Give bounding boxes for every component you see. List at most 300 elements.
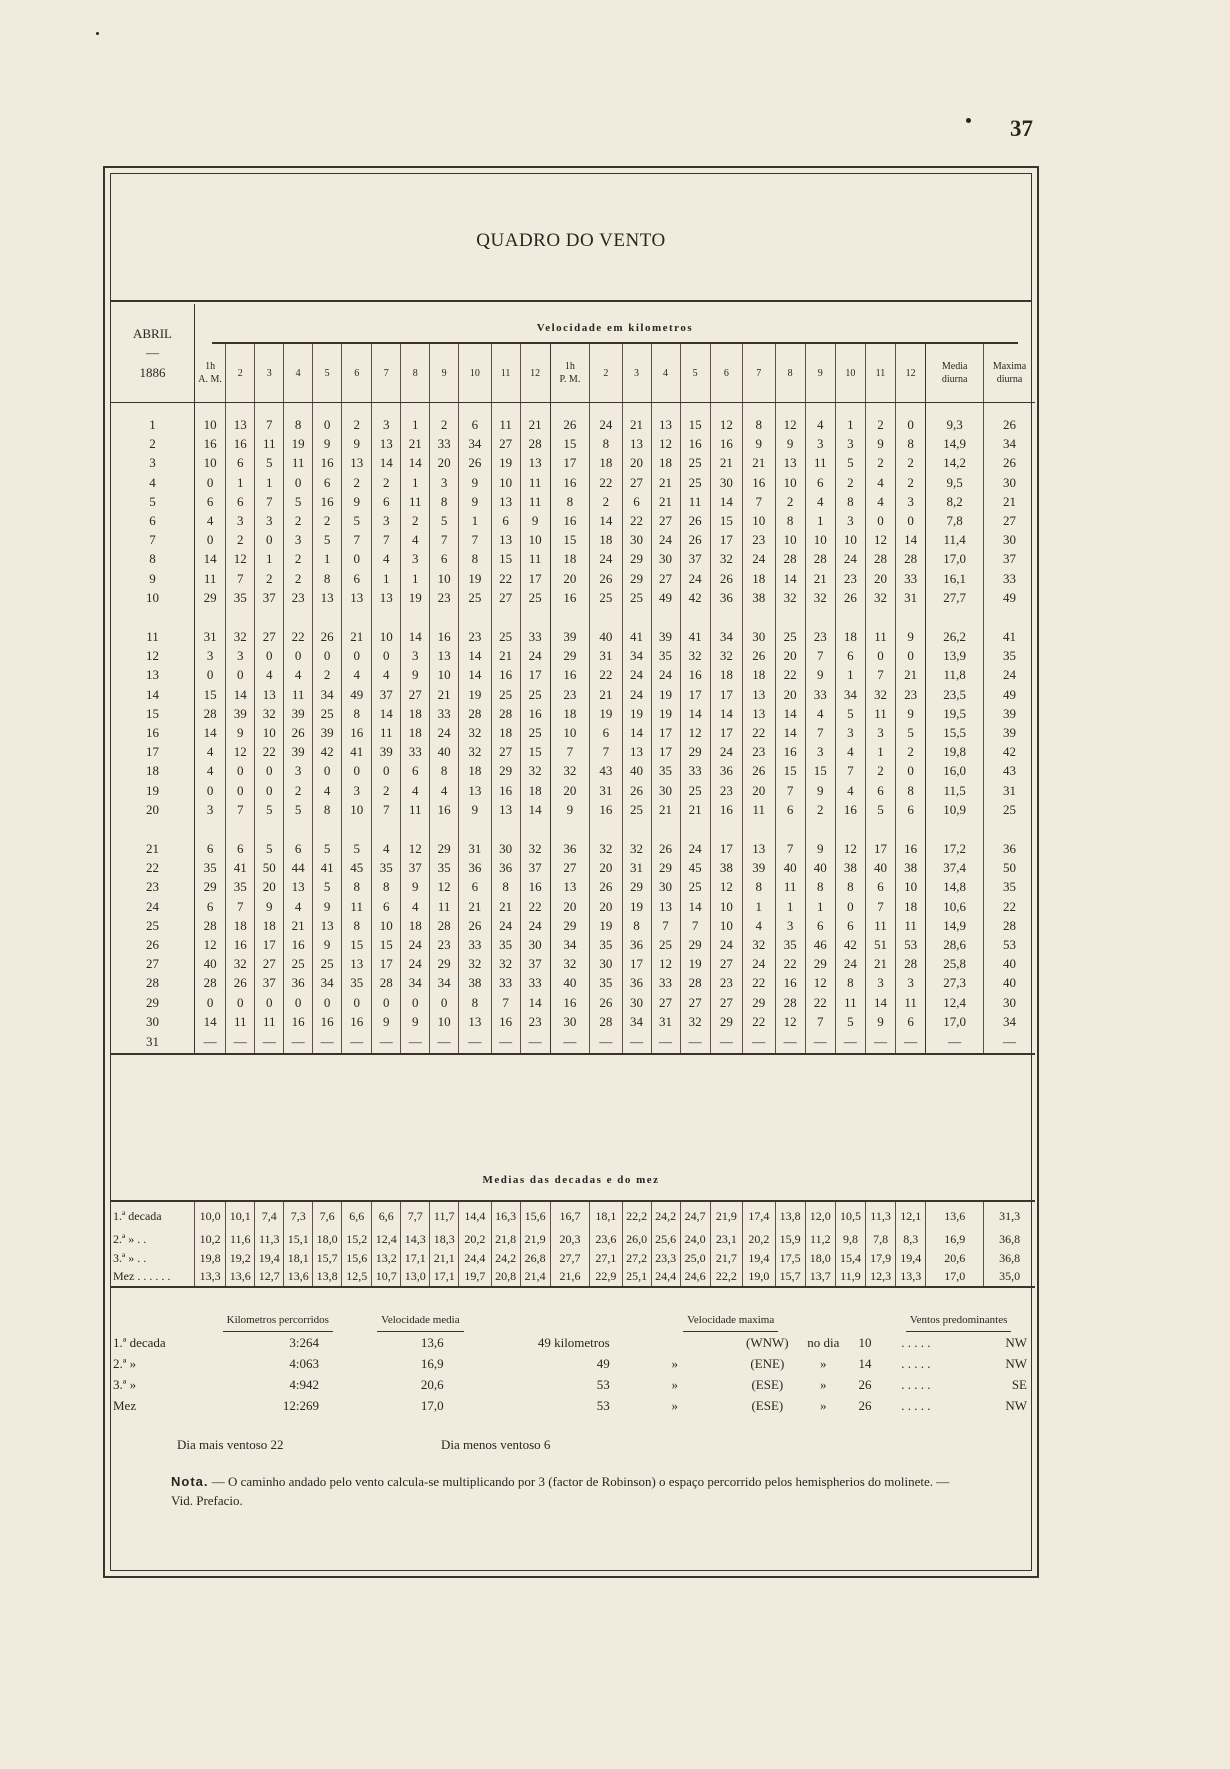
value-cell: 8 — [550, 492, 589, 511]
spacer-cell — [520, 403, 550, 416]
value-cell: 3 — [896, 973, 926, 992]
value-cell: — — [430, 1031, 459, 1054]
value-cell: 3 — [835, 511, 865, 530]
summary-row-label: 3.ª » — [113, 1377, 137, 1392]
value-cell: 34 — [622, 646, 651, 665]
value-cell: 22 — [743, 973, 775, 992]
table-row — [111, 839, 1035, 858]
value-cell: 12 — [835, 839, 865, 858]
value-cell: 3 — [401, 646, 430, 665]
value-cell: 7 — [680, 916, 710, 935]
max-cell: 21 — [984, 492, 1035, 511]
value-cell: 30 — [743, 627, 775, 646]
spacer-cell — [313, 819, 342, 839]
table-row — [111, 588, 1035, 607]
medias-value-cell: 23,1 — [710, 1230, 742, 1249]
value-cell: 35 — [430, 858, 459, 877]
max-cell: 28 — [984, 916, 1035, 935]
value-cell: 7 — [491, 993, 520, 1012]
value-cell: 38 — [459, 973, 491, 992]
value-cell: 16 — [430, 800, 459, 819]
medias-value-cell: 21,1 — [430, 1249, 459, 1268]
summary-leader: . . . . . — [901, 1335, 931, 1350]
value-cell: 45 — [680, 858, 710, 877]
spacer-cell — [680, 403, 710, 416]
value-cell: 28 — [430, 916, 459, 935]
medias-value-cell: 8,3 — [896, 1230, 926, 1249]
medias-value-cell: 24,2 — [651, 1201, 680, 1230]
value-cell: 0 — [194, 530, 225, 549]
value-cell: 29 — [622, 877, 651, 896]
max-cell: 30 — [984, 993, 1035, 1012]
hour-header-pm: 4 — [651, 344, 680, 403]
value-cell: 6 — [896, 1012, 926, 1031]
spacer-cell — [342, 607, 372, 627]
value-cell: 3 — [896, 492, 926, 511]
value-cell: 1 — [255, 549, 284, 568]
value-cell: 5 — [313, 530, 342, 549]
value-cell: 0 — [342, 761, 372, 780]
value-cell: 11 — [226, 1012, 255, 1031]
value-cell: 27 — [401, 685, 430, 704]
value-cell: 2 — [430, 415, 459, 434]
value-cell: 35 — [372, 858, 401, 877]
day-cell: 18 — [145, 763, 159, 779]
value-cell: 31 — [622, 858, 651, 877]
value-cell: 34 — [622, 1012, 651, 1031]
value-cell: 9 — [805, 839, 835, 858]
value-cell: 33 — [896, 569, 926, 588]
value-cell: 32 — [805, 588, 835, 607]
value-cell: 28 — [775, 993, 805, 1012]
value-cell: 14 — [590, 511, 622, 530]
summary-vm: 16,9 — [420, 1356, 444, 1371]
medias-value-cell: 13,3 — [896, 1267, 926, 1287]
value-cell: 9 — [401, 665, 430, 684]
day-cell: 25 — [145, 917, 159, 933]
value-cell: 25 — [520, 685, 550, 704]
day-cell: 15 — [145, 705, 159, 721]
value-cell: 0 — [342, 646, 372, 665]
value-cell: 16 — [550, 511, 589, 530]
value-cell: 24 — [622, 665, 651, 684]
media-cell: 14,2 — [926, 453, 984, 472]
value-cell: 29 — [430, 954, 459, 973]
table-row — [111, 973, 1035, 992]
summary-header-row — [111, 1310, 1035, 1332]
value-cell: 34 — [313, 973, 342, 992]
value-cell: 10 — [775, 530, 805, 549]
value-cell: 9 — [313, 897, 342, 916]
max-cell: 49 — [984, 588, 1035, 607]
max-cell: — — [984, 1031, 1035, 1054]
value-cell: 29 — [550, 646, 589, 665]
value-cell: 4 — [805, 704, 835, 723]
value-cell: 0 — [226, 993, 255, 1012]
hour-header-am: 12 — [520, 344, 550, 403]
table-row — [111, 761, 1035, 780]
media-cell: 14,9 — [926, 916, 984, 935]
value-cell: 29 — [430, 839, 459, 858]
value-cell: 2 — [372, 473, 401, 492]
value-cell: 7 — [865, 665, 895, 684]
spacer-cell — [865, 819, 895, 839]
value-cell: 6 — [372, 897, 401, 916]
maxima-diurna-header: Maxima diurna — [984, 344, 1035, 403]
medias-value-cell: 23,3 — [651, 1249, 680, 1268]
value-cell: 14 — [194, 1012, 225, 1031]
value-cell: 20 — [550, 897, 589, 916]
value-cell: 10 — [430, 665, 459, 684]
value-cell: 24 — [520, 916, 550, 935]
hour-header-pm: 12 — [896, 344, 926, 403]
value-cell: 13 — [520, 453, 550, 472]
value-cell: 0 — [255, 993, 284, 1012]
media-cell: 9,5 — [926, 473, 984, 492]
spacer-cell — [459, 607, 491, 627]
value-cell: 5 — [284, 800, 313, 819]
value-cell: 23 — [743, 530, 775, 549]
max-cell: 35 — [984, 646, 1035, 665]
value-cell: 13 — [372, 588, 401, 607]
value-cell: 16 — [491, 1012, 520, 1031]
value-cell: 32 — [255, 704, 284, 723]
value-cell: 3 — [775, 916, 805, 935]
value-cell: 7 — [805, 1012, 835, 1031]
value-cell: 24 — [622, 685, 651, 704]
value-cell: — — [194, 1031, 225, 1054]
value-cell: 4 — [372, 839, 401, 858]
spacer-cell — [805, 819, 835, 839]
value-cell: 8 — [622, 916, 651, 935]
medias-value-cell: 13,7 — [805, 1267, 835, 1287]
max-cell: 26 — [984, 453, 1035, 472]
value-cell: 14 — [775, 569, 805, 588]
value-cell: 29 — [805, 954, 835, 973]
value-cell: 24 — [491, 916, 520, 935]
value-cell: 36 — [622, 935, 651, 954]
value-cell: 10 — [194, 453, 225, 472]
spacer-cell — [984, 819, 1035, 839]
value-cell: 33 — [430, 434, 459, 453]
summary-dia: no dia — [807, 1335, 840, 1350]
value-cell: 0 — [430, 993, 459, 1012]
spacer-cell — [459, 403, 491, 416]
medias-value-cell: 22,2 — [710, 1267, 742, 1287]
value-cell: 35 — [226, 588, 255, 607]
hour-header-am: 6 — [342, 344, 372, 403]
value-cell: 17 — [710, 723, 742, 742]
value-cell: 16 — [342, 723, 372, 742]
value-cell: 21 — [743, 453, 775, 472]
max-cell: 34 — [984, 434, 1035, 453]
value-cell: 1 — [835, 415, 865, 434]
value-cell: 29 — [651, 858, 680, 877]
value-cell: 10 — [372, 916, 401, 935]
value-cell: 2 — [805, 800, 835, 819]
value-cell: 5 — [865, 800, 895, 819]
value-cell: 37 — [255, 588, 284, 607]
value-cell: 36 — [550, 839, 589, 858]
value-cell: 12 — [775, 1012, 805, 1031]
value-cell: 24 — [401, 954, 430, 973]
summary-vmax-cell — [494, 1353, 614, 1374]
value-cell: 6 — [459, 877, 491, 896]
spacer-cell — [651, 607, 680, 627]
value-cell: 12 — [226, 742, 255, 761]
value-cell: 16 — [550, 993, 589, 1012]
hour-header-am: 10 — [459, 344, 491, 403]
spacer-cell — [651, 819, 680, 839]
value-cell: 23 — [835, 569, 865, 588]
medias-value-cell: 20,2 — [743, 1230, 775, 1249]
spacer-cell — [372, 819, 401, 839]
value-cell: 40 — [775, 858, 805, 877]
summary-vm: 13,6 — [420, 1335, 444, 1350]
value-cell: 3 — [342, 781, 372, 800]
spacer-row — [111, 819, 1035, 839]
value-cell: — — [401, 1031, 430, 1054]
value-cell: 11 — [401, 800, 430, 819]
value-cell: 38 — [896, 858, 926, 877]
table-row — [111, 742, 1035, 761]
value-cell: 16 — [194, 434, 225, 453]
table-row — [111, 473, 1035, 492]
value-cell: 33 — [520, 973, 550, 992]
value-cell: 8 — [896, 781, 926, 800]
value-cell: 11 — [743, 800, 775, 819]
value-cell: 12 — [651, 434, 680, 453]
value-cell: 21 — [284, 916, 313, 935]
table-row — [111, 993, 1035, 1012]
value-cell: 25 — [313, 954, 342, 973]
value-cell: 10 — [710, 916, 742, 935]
value-cell: 31 — [590, 646, 622, 665]
spacer-cell — [835, 403, 865, 416]
spacer-cell — [865, 607, 895, 627]
max-cell: 24 — [984, 665, 1035, 684]
spacer-cell — [111, 607, 194, 627]
value-cell: 21 — [865, 954, 895, 973]
value-cell: 13 — [459, 1012, 491, 1031]
table-row — [111, 723, 1035, 742]
value-cell: 2 — [590, 492, 622, 511]
value-cell: 18 — [651, 453, 680, 472]
value-cell: 35 — [226, 877, 255, 896]
spacer-cell — [226, 819, 255, 839]
spacer-cell — [255, 819, 284, 839]
value-cell: 7 — [805, 723, 835, 742]
value-cell: 13 — [743, 685, 775, 704]
value-cell: 17 — [255, 935, 284, 954]
media-cell: 17,0 — [926, 549, 984, 568]
medias-row-label: Mez . . . . . . — [111, 1267, 194, 1287]
spacer-cell — [284, 819, 313, 839]
value-cell: 24 — [743, 549, 775, 568]
value-cell: 29 — [710, 1012, 742, 1031]
value-cell: 15 — [194, 685, 225, 704]
value-cell: 21 — [491, 897, 520, 916]
value-cell: 15 — [491, 549, 520, 568]
nota — [171, 1472, 951, 1510]
summary-leader: . . . . . — [901, 1398, 931, 1413]
value-cell: 11 — [520, 473, 550, 492]
value-cell: 9 — [459, 800, 491, 819]
medias-max-cell: 36,8 — [984, 1249, 1035, 1268]
value-cell: 12 — [865, 530, 895, 549]
spacer-cell — [651, 403, 680, 416]
spacer-cell — [313, 607, 342, 627]
medias-value-cell: 6,6 — [372, 1201, 401, 1230]
value-cell: 14 — [896, 530, 926, 549]
day-cell: 13 — [145, 667, 159, 683]
hour-header-am: 8 — [401, 344, 430, 403]
summary-header-vmax: Velocidade maxima — [683, 1310, 778, 1332]
spacer-cell — [255, 403, 284, 416]
table-row — [111, 781, 1035, 800]
value-cell: 10 — [835, 530, 865, 549]
value-cell: 0 — [372, 993, 401, 1012]
year-label: 1886 — [139, 364, 166, 380]
value-cell: 21 — [520, 415, 550, 434]
value-cell: 14 — [401, 627, 430, 646]
value-cell: 1 — [865, 742, 895, 761]
value-cell: 12 — [680, 723, 710, 742]
spacer-cell — [984, 607, 1035, 627]
value-cell: 6 — [865, 781, 895, 800]
value-cell: 18 — [491, 723, 520, 742]
value-cell: 42 — [680, 588, 710, 607]
medias-value-cell: 24,6 — [680, 1267, 710, 1287]
value-cell: 0 — [284, 993, 313, 1012]
summary-day: 26 — [858, 1398, 872, 1413]
value-cell: 28 — [194, 916, 225, 935]
media-cell: 16,1 — [926, 569, 984, 588]
value-cell: 5 — [835, 704, 865, 723]
hour-header-am: 11 — [491, 344, 520, 403]
value-cell: 4 — [743, 916, 775, 935]
medias-value-cell: 17,5 — [775, 1249, 805, 1268]
value-cell: 30 — [710, 473, 742, 492]
value-cell: 7 — [226, 897, 255, 916]
value-cell: 41 — [680, 627, 710, 646]
medias-value-cell: 24,0 — [680, 1230, 710, 1249]
hour-header-pm: 11 — [865, 344, 895, 403]
medias-value-cell: 15,2 — [342, 1230, 372, 1249]
value-cell: — — [255, 1031, 284, 1054]
value-cell: 0 — [896, 646, 926, 665]
summary-dir: (ESE) — [751, 1377, 784, 1392]
value-cell: 9 — [342, 434, 372, 453]
value-cell: 4 — [805, 492, 835, 511]
value-cell: 8 — [835, 492, 865, 511]
summary-header-vm: Velocidade media — [377, 1310, 464, 1332]
media-cell: 17,2 — [926, 839, 984, 858]
value-cell: — — [743, 1031, 775, 1054]
value-cell: 5 — [255, 453, 284, 472]
value-cell: 8 — [313, 569, 342, 588]
value-cell: 17 — [651, 742, 680, 761]
value-cell: 22 — [743, 1012, 775, 1031]
value-cell: 20 — [430, 453, 459, 472]
hour-header-am: 4 — [284, 344, 313, 403]
value-cell: 13 — [622, 434, 651, 453]
value-cell: 11 — [680, 492, 710, 511]
value-cell: 34 — [710, 627, 742, 646]
value-cell: 10 — [491, 473, 520, 492]
value-cell: 8 — [430, 761, 459, 780]
hour-header-am: 1h A. M. — [194, 344, 225, 403]
value-cell: 7 — [550, 742, 589, 761]
value-cell: 27 — [491, 434, 520, 453]
value-cell: 3 — [805, 742, 835, 761]
value-cell: — — [835, 1031, 865, 1054]
day-cell: 30 — [145, 1013, 159, 1029]
page-title: QUADRO DO VENTO — [476, 230, 666, 251]
medias-value-cell: 16,7 — [550, 1201, 589, 1230]
value-cell: 19 — [651, 704, 680, 723]
value-cell: 27 — [255, 627, 284, 646]
media-cell: 16,0 — [926, 761, 984, 780]
table-row — [111, 1012, 1035, 1031]
value-cell: 6 — [835, 646, 865, 665]
table-row — [111, 646, 1035, 665]
value-cell: 0 — [194, 993, 225, 1012]
spacer-cell — [194, 819, 225, 839]
value-cell: 0 — [896, 511, 926, 530]
value-cell: 2 — [896, 473, 926, 492]
value-cell: 16 — [896, 839, 926, 858]
value-cell: 28 — [194, 973, 225, 992]
max-cell: 35 — [984, 877, 1035, 896]
value-cell: 6 — [622, 492, 651, 511]
medias-media-cell: 16,9 — [926, 1230, 984, 1249]
value-cell: 22 — [491, 569, 520, 588]
value-cell: 0 — [255, 781, 284, 800]
value-cell: 31 — [651, 1012, 680, 1031]
spacer-cell — [550, 819, 589, 839]
value-cell: 2 — [255, 569, 284, 588]
value-cell: 14 — [459, 646, 491, 665]
value-cell: 13 — [313, 916, 342, 935]
spacer-cell — [775, 819, 805, 839]
spacer-cell — [926, 403, 984, 416]
value-cell: 30 — [622, 530, 651, 549]
value-cell: 3 — [284, 761, 313, 780]
value-cell: — — [226, 1031, 255, 1054]
value-cell: 0 — [284, 473, 313, 492]
value-cell: 22 — [622, 511, 651, 530]
value-cell: 1 — [835, 665, 865, 684]
value-cell: 30 — [491, 839, 520, 858]
medias-value-cell: 27,7 — [550, 1249, 589, 1268]
value-cell: 7 — [743, 492, 775, 511]
value-cell: 24 — [520, 646, 550, 665]
medias-value-cell: 18,0 — [805, 1249, 835, 1268]
medias-row — [111, 1267, 1035, 1287]
value-cell: 27 — [651, 511, 680, 530]
value-cell: 23 — [459, 627, 491, 646]
medias-value-cell: 19,0 — [743, 1267, 775, 1287]
value-cell: 14 — [710, 492, 742, 511]
value-cell: 8 — [835, 973, 865, 992]
table-row — [111, 415, 1035, 434]
medias-value-cell: 13,8 — [775, 1201, 805, 1230]
value-cell: 4 — [835, 742, 865, 761]
value-cell: 10 — [430, 569, 459, 588]
medias-value-cell: 7,3 — [284, 1201, 313, 1230]
value-cell: 17 — [651, 723, 680, 742]
